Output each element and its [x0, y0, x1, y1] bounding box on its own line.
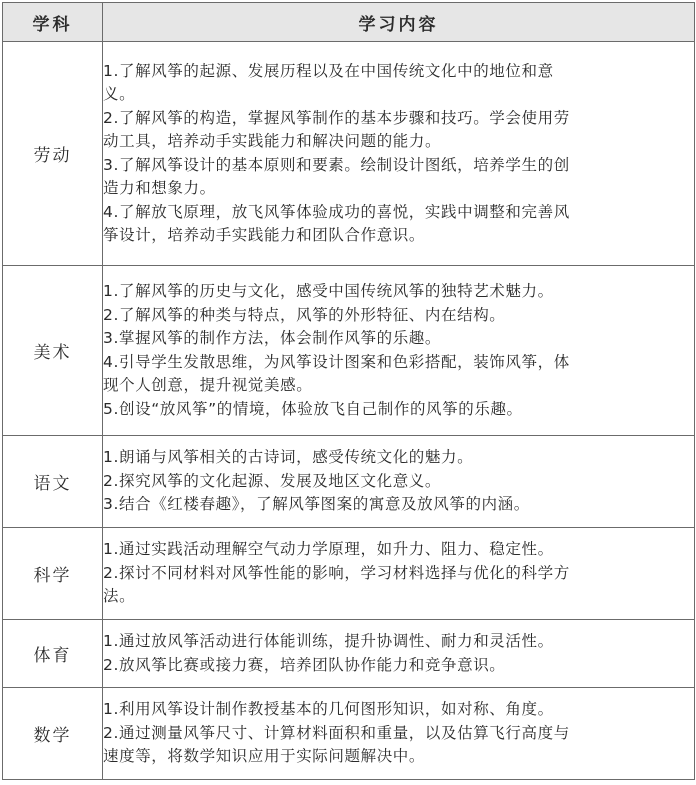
content-line: 1.了解风筝的历史与文化，感受中国传统风筝的独特艺术魅力。 [103, 282, 554, 300]
content-line: 2.探究风筝的文化起源、发展及地区文化意义。 [103, 471, 441, 490]
content-line: 速度等，将数学知识应用于实际问题解决中。 [103, 747, 426, 766]
content-cell [103, 266, 695, 436]
content-cell [103, 528, 695, 620]
table-row-art [3, 266, 695, 436]
content-line: 2.探讨不同材料对风筝性能的影响，学习材料选择与优化的科学方 [103, 563, 570, 582]
content-cell [103, 620, 695, 688]
subject-cell: 科学 [3, 528, 103, 620]
content-line: 4.了解放飞原理，放飞风筝体验成功的喜悦，实践中调整和完善风 [103, 202, 570, 221]
content-line: 1.利用风筝设计制作教授基本的几何图形知识，如对称、角度。 [103, 700, 554, 719]
subject-cell: 数学 [3, 688, 103, 780]
content-line: 动工具，培养动手实践能力和解决问题的能力。 [103, 132, 442, 150]
table-row-pe [3, 620, 695, 688]
content-line: 4.引导学生发散思维，为风筝设计图案和色彩搭配，装饰风筝，体 [103, 352, 570, 371]
document-page [0, 2, 696, 785]
content-column-header: 学习内容 [103, 3, 695, 42]
content-line: 法。 [103, 587, 136, 606]
subject-cell: 语文 [3, 436, 103, 528]
subject-cell: 体育 [3, 620, 103, 688]
curriculum-table [2, 2, 695, 780]
table-row-labor [3, 42, 695, 266]
content-line: 1.通过实践活动理解空气动力学原理，如升力、阻力、稳定性。 [103, 540, 554, 559]
content-line: 1.朗诵与风筝相关的古诗词，感受传统文化的魅力。 [103, 448, 474, 467]
content-line: 1.通过放风筝活动进行体能训练，提升协调性、耐力和灵活性。 [103, 632, 554, 650]
table-header-row [3, 3, 695, 42]
table-row-math [3, 688, 695, 780]
content-cell [103, 688, 695, 780]
content-line: 造力和想象力。 [103, 179, 216, 197]
subject-column-header: 学科 [3, 3, 103, 42]
table-row-chinese [3, 436, 695, 528]
content-line: 现个人创意，提升视觉美感。 [103, 376, 313, 394]
content-line: 筝设计，培养动手实践能力和团队合作意识。 [103, 226, 426, 244]
subject-cell: 劳动 [3, 42, 103, 266]
content-line: 2.了解风筝的构造，掌握风筝制作的基本步骤和技巧。学会使用劳 [103, 108, 570, 127]
content-cell [103, 436, 695, 528]
table-row-science [3, 528, 695, 620]
subject-cell: 美术 [3, 266, 103, 436]
content-line: 3.了解风筝设计的基本原则和要素。绘制设计图纸，培养学生的创 [103, 155, 570, 174]
content-cell [103, 42, 695, 266]
content-line: 2.了解风筝的种类与特点，风筝的外形特征、内在结构。 [103, 305, 506, 324]
content-line: 2.通过测量风筝尺寸、计算材料面积和重量，以及估算飞行高度与 [103, 723, 570, 742]
content-line: 5.创设“放风筝”的情境，体验放飞自己制作的风筝的乐趣。 [103, 399, 523, 418]
content-line: 义。 [103, 85, 136, 103]
content-line: 3.掌握风筝的制作方法，体会制作风筝的乐趣。 [103, 329, 441, 347]
content-line: 3.结合《红楼春趣》，了解风筝图案的寓意及放风筝的内涵。 [103, 495, 530, 514]
content-line: 1.了解风筝的起源、发展历程以及在中国传统文化中的地位和意 [103, 61, 554, 80]
content-line: 2.放风筝比赛或接力赛，培养团队协作能力和竞争意识。 [103, 655, 506, 674]
